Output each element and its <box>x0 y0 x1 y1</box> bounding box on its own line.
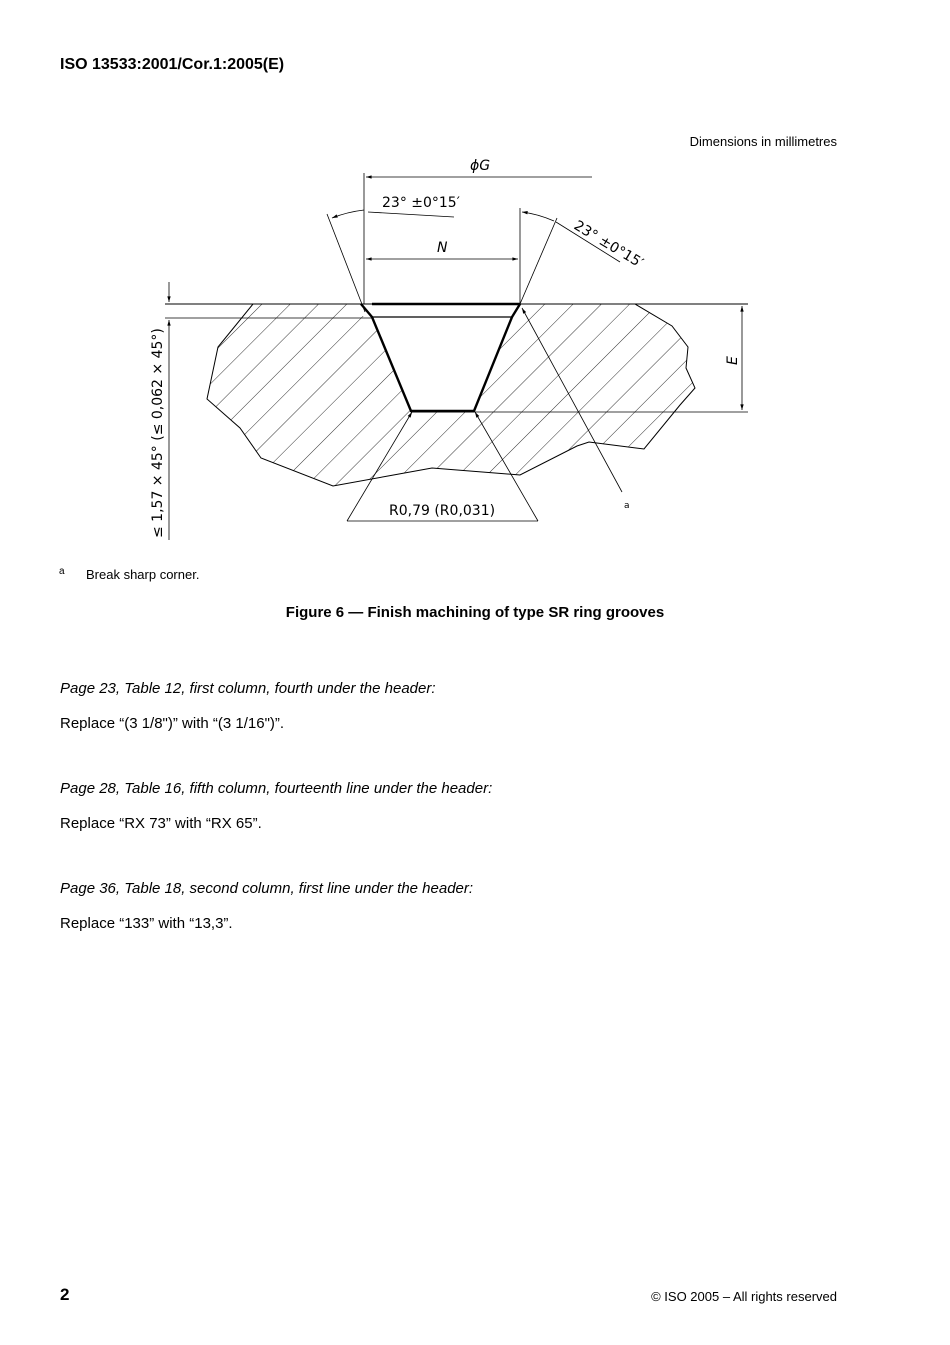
footnote-mark: a <box>59 566 65 577</box>
section-hatch-area <box>207 304 695 486</box>
angle-right-label: 23° ±0°15′ <box>570 217 646 272</box>
radius-label: R0,79 (R0,031) <box>389 503 496 519</box>
page-number: 2 <box>60 1285 70 1304</box>
copyright-notice: © ISO 2005 – All rights reserved <box>651 1289 837 1304</box>
phi-g-label: ϕG <box>470 158 491 174</box>
note-a-marker: a <box>624 501 630 511</box>
figure-caption: Figure 6 — Finish machining of type SR ring grooves <box>285 604 665 621</box>
correction-text: Replace “133” with “13,3”. <box>60 915 233 932</box>
correction-text: Replace “RX 73” with “RX 65”. <box>60 815 262 832</box>
e-label: E <box>725 356 741 365</box>
angle-left-label: 23° ±0°15′ <box>382 195 460 211</box>
correction-text: Replace “(3 1/8")” with “(3 1/16")”. <box>60 715 285 732</box>
document-header-title: ISO 13533:2001/Cor.1:2005(E) <box>60 56 285 73</box>
correction-location: Page 28, Table 16, fifth column, fourteenth line under the header: <box>60 780 493 797</box>
footnote-text: Break sharp corner. <box>86 567 200 582</box>
dimensions-note: Dimensions in millimetres <box>689 134 837 149</box>
correction-location: Page 23, Table 12, first column, fourth under the header: <box>60 680 436 697</box>
correction-location: Page 36, Table 18, second column, first line under the header: <box>60 880 474 897</box>
ring-groove-drawing <box>0 0 950 560</box>
n-label: N <box>437 240 448 256</box>
chamfer-label: ≤ 1,57 × 45° (≤ 0,062 × 45°) <box>150 328 166 538</box>
